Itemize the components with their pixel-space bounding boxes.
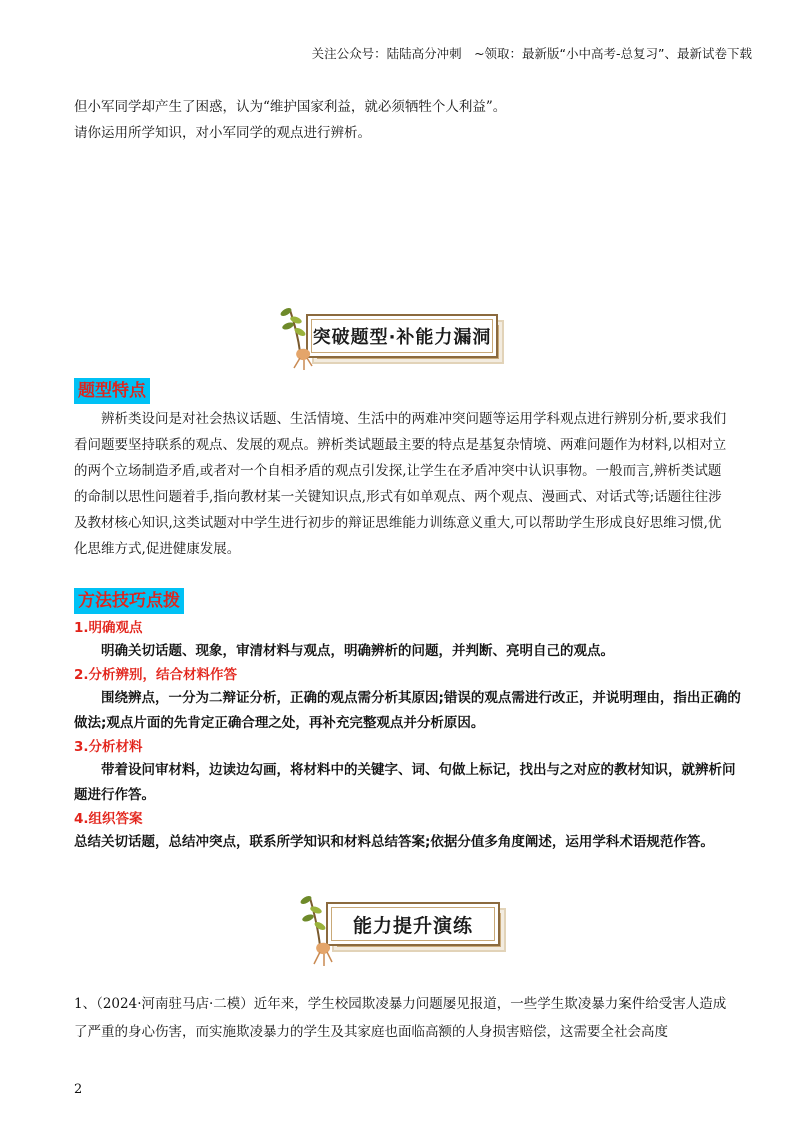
banner-title: 能力提升演练	[352, 914, 473, 937]
banner-title: 突破题型·补能力漏洞	[312, 327, 492, 348]
method-item-3-body: 带着设问审材料，边读边勾画，将材料中的关键字、词、句做上标记，找出与之对应的教材知识，就辨析问题进行作答。	[74, 762, 736, 803]
method-item-4-body: 总结关切话题，总结冲突点，联系所学知识和材料总结答案;依据分值多角度阐述，运用学科术语规范作答。	[74, 834, 714, 850]
page-number: 2	[74, 1082, 83, 1097]
page-header: 关注公众号：陆陆高分冲刺 ~领取：最新版“小中高考-总复习”、最新试卷下载	[311, 46, 752, 61]
section-banner-breakthrough	[276, 302, 516, 374]
method-item-4-title: 4.组织答案	[74, 811, 143, 827]
exercise-1-text: 1、（2024·河南驻马店·二模）近年来，学生校园欺凌暴力问题屡见报道，一些学生欺凌暴力案件给受害人造成了严重的身心伤害，而实施欺凌暴力的学生及其家庭也面临高额的人身损害赔偿，这需要全社会高度	[74, 996, 727, 1040]
method-item-2-title: 2.分析辨别，结合材料作答	[74, 667, 238, 683]
section-banner-practice	[296, 890, 526, 962]
method-item-3-title: 3.分析材料	[74, 739, 143, 755]
method-list	[74, 617, 744, 855]
method-item-2-body: 围绕辨点，一分为二辩证分析，正确的观点需分析其原因;错误的观点需进行改正，并说明理由，指出正确的做法;观点片面的先肯定正确合理之处，再补充完整观点并分析原因。	[74, 690, 741, 731]
plant-decoration-icon	[276, 302, 336, 374]
features-body: 辨析类设问是对社会热议话题、生活情境、生活中的两难冲突问题等运用学科观点进行辨别分析,要求我们看问题要坚持联系的观点、发展的观点。辨析类试题最主要的特点是基复杂情境、两难问题作为材料,以相对立的两个立场制造矛盾,或者对一个自相矛盾的观点引发探,让学生在矛盾冲突中认识事物。一般而言,辨析类试题的命制以思性问题着手,指向教材某一关键知识点,形式有如单观点、两个观点、漫画式、对话式等;话题往往涉及教材核心知识,这类试题对中学生进行初步的辩证思维能力训练意义重大,可以帮助学生形成良好思维习惯,优化思维方式,促进健康发展。	[74, 411, 727, 557]
intro-line-2: 请你运用所学知识，对小军同学的观点进行辨析。	[74, 125, 371, 141]
heading-question-features: 题型特点	[74, 378, 150, 404]
plant-decoration-icon	[296, 890, 356, 970]
method-item-1-body: 明确关切话题、现象，审清材料与观点，明确辨析的问题，并判断、亮明自己的观点。	[101, 643, 614, 659]
method-item-1-title: 1.明确观点	[74, 620, 143, 636]
intro-line-1: 但小军同学却产生了困惑，认为“维护国家利益，就必须牺牲个人利益”。	[74, 99, 507, 115]
heading-method-tips: 方法技巧点拨	[74, 588, 184, 614]
intro-text	[74, 94, 734, 146]
